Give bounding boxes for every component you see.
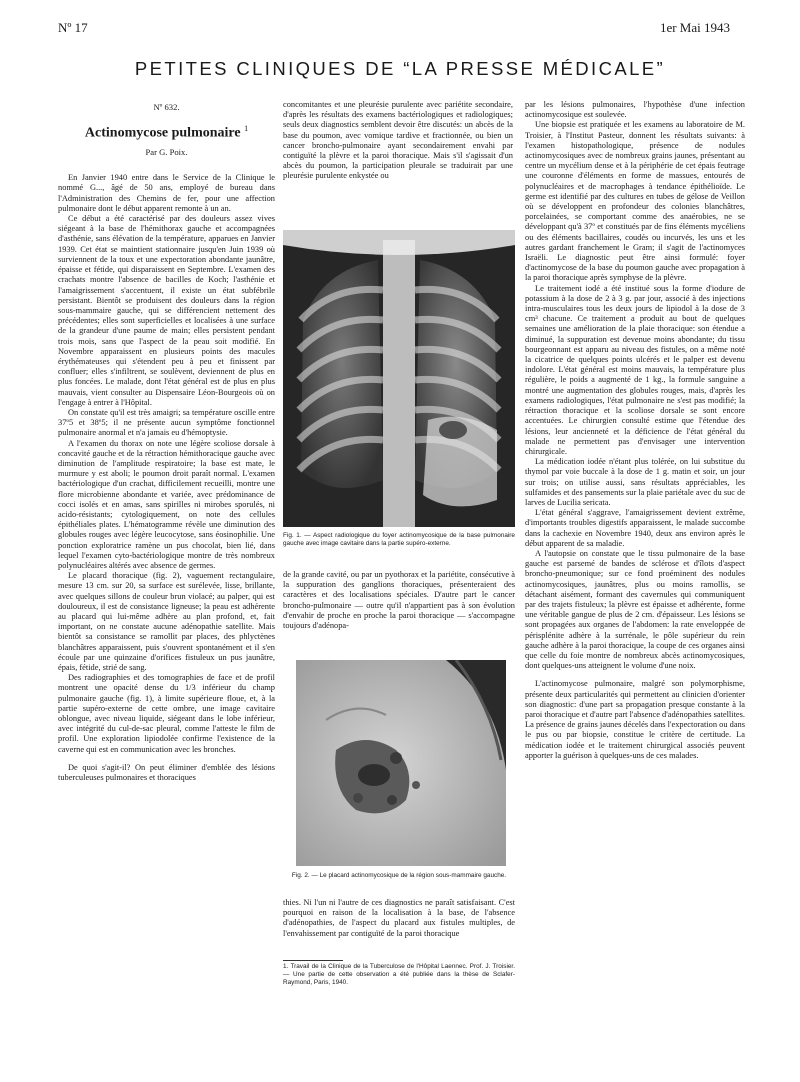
paragraph: A l'examen du thorax on note une légère scoliose dorsale à concavité gauche et de la rétraction hémithoracique gauche avec diminution de l'amplitude respiratoire; la base est mate, le murmure y est aboli; le poumon droit paraît normal. L'examen bactériologique d'un crachat, difficilement recueilli, montre une flore microbienne abondante et variée, avec prédominance de cocci isolés et en amas, sans spirilles ni mirobes sporulés, ni acido-résistants; cytologiquement, on note des cellules épithéliales plates. L'hématogramme révèle une diminution des globules rouges avec légère leucocytose, sans éosinophilie. Une ponction exploratrice ramène un pus chocolat, bien lié, dans lequel l'examen cyto-bactériologique montre de très nombreux polynucléaires altérés avec absence de germes. bbox=[58, 438, 275, 570]
radiograph-image bbox=[283, 230, 515, 527]
column-1 bbox=[58, 100, 275, 1058]
column-3 bbox=[525, 100, 745, 1060]
paragraph: L'actinomycose pulmonaire, malgré son polymorphisme, présente deux particularités qui permettent au clinicien d'orienter son diagnostic: d'une part sa propagation presque constante à la paroi thoracique et d'autre part l'absence d'adénopathies satellites. La présence de grains jaunes décelés dans l'expectoration ou dans le pus ou par biopsie, constitue le critère de certitude. La médication iodée et le traitement chirurgical associés peuvent apporter la guérison à quelques-uns de ces malades. bbox=[525, 679, 745, 760]
figure-2-photograph bbox=[296, 660, 506, 866]
case-number: Nº 632. bbox=[153, 102, 180, 112]
article-author: Par G. Poix. bbox=[145, 147, 188, 158]
column-2-middle bbox=[283, 570, 515, 660]
figure-1-radiograph bbox=[283, 230, 515, 527]
paragraph: concomitantes et une pleurésie purulente avec pariétite secondaire, d'après les résultats des examens bactériologiques et radiologiques; seuls deux diagnostics semblent devoir être discutés: un abcès de la base du poumon, avec vomique tardive et fractionnée, ou bien un cancer broncho-pulmonaire ayant secondairement envahi par contiguïté la plèvre et la paroi thoracique. Mais s'il s'agissait d'un abcès du poumon, la participation pleurale se traduirait par une pleurésie purulente enkystée ou bbox=[283, 100, 513, 181]
paragraph: A l'autopsie on constate que le tissu pulmonaire de la base gauche est parsemé de bandes de sclérose et d'îlots d'aspect broncho-pneumonique; sur ce fond proéminent des nodules actinomycosiques, jaunâtres, plus ou moins ramollis, se détachant aisément, formant des cavernules qui communiquent par des trajets fistuleux; la plèvre est épaisse et adhérente, forme une véritable gangue de plus de 2 cm. d'épaisseur. Les lésions se sont propagées aux organes de l'abdomen: la rate enveloppée de périsplénite adhère à la surrénale, le pôle supérieur du rein gauche adhère à la paroi thoracique, la coupe de ces organes ainsi que celle du foie montre de nombreux abcès actinomycosiques, dont quelques-uns atteignent le volume d'une noix. bbox=[525, 548, 745, 671]
paragraph: La médication iodée n'étant plus tolérée, on lui substitue du thymol par voie buccale à la dose de 1 g. matin et soir, un jour sur trois; on utilise aussi, sans résultats appréciables, les sulfamides et des pansements sur la plaie pariétale avec du suc de larves de Lucilia sericata. bbox=[525, 457, 745, 507]
footnote-divider bbox=[283, 960, 343, 961]
paragraph: thies. Ni l'un ni l'autre de ces diagnostics ne paraît satisfaisant. C'est pourquoi en raison de la localisation à la base, de l'absence d'adénopathies, de l'aspect du placard aux fistules multiples, de l'envahissement par contiguïté de la paroi thoracique bbox=[283, 898, 515, 938]
journal-title: PETITES CLINIQUES DE “LA PRESSE MÉDICALE” bbox=[134, 58, 666, 79]
figure-2-caption: Fig. 2. — Le placard actinomycosique de la région sous-mammaire gauche. bbox=[291, 872, 507, 879]
paragraph: L'état général s'aggrave, l'amaigrissement devient extrême, d'importants troubles digestifs apparaissent, le malade succombe dans la cachexie en Novembre 1940, deux ans environ après le début apparent de sa maladie. bbox=[525, 508, 745, 548]
issue-number: Nº 17 bbox=[58, 20, 88, 35]
paragraph: de la grande cavité, ou par un pyothorax et la pariétite, consécutive à la suppuration des ganglions thoraciques, présenteraient des caractères et des localisations spéciales. D'autre part le cancer broncho-pulmonaire — outre qu'il n'appartient pas à son évolution d'envahir de proche en proche la paroi thoracique — s'accompagne toujours d'adénopa- bbox=[283, 570, 515, 631]
footnote: 1. Travail de la Clinique de la Tuberculose de l'Hôpital Laennec. Prof. J. Troisier. — Une partie de cette observation a été publiée dans la thèse de Sclafer-Raymond, Paris, 1940. bbox=[283, 963, 515, 986]
paragraph: Des radiographies et des tomographies de face et de profil montrent une opacité dense du 1/3 inférieur du champ pulmonaire gauche (fig. 1), à limite supérieure floue, et, à la partie supéro-externe de cette ombre, une image cavitaire oblongue, avec niveau liquide, siégeant dans le lobe inférieur, avec intégrité du cul-de-sac pleural, comme l'atteste le film de profil. Une exploration lipiodolée confirme l'existence de la caverne qui est en communication avec les bronches. bbox=[58, 673, 275, 754]
issue-date: 1er Mai 1943 bbox=[659, 20, 730, 35]
column-2-bottom bbox=[283, 898, 515, 958]
paragraph: En Janvier 1940 entre dans le Service de la Clinique le nommé G..., âgé de 50 ans, employé de bureau dans l'Administration des Chemins de fer, pour une affection pulmonaire dont le début apparent remonte à un an. bbox=[58, 173, 275, 213]
article-title-text: Actinomycose pulmonaire bbox=[84, 125, 241, 141]
paragraph: De quoi s'agit-il? On peut éliminer d'emblée des lésions tuberculeuses pulmonaires et thoraciques bbox=[58, 762, 275, 783]
paragraph: On constate qu'il est très amaigri; sa température oscille entre 37º5 et 38º5; il ne présente aucun symptôme fonctionnel pulmonaire anormal et n'a jamais eu d'hémoptysie. bbox=[58, 407, 275, 438]
figure-1-caption: Fig. 1. — Aspect radiologique du foyer actinomycosique de la base pulmonaire gauche avec image cavitaire dans la partie supéro-externe. bbox=[283, 532, 515, 547]
title-footnote-mark: 1 bbox=[244, 124, 249, 134]
paragraph: Ce début a été caractérisé par des douleurs assez vives siégeant à la base de l'hémithorax gauche et accompagnées d'asthénie, sans élévation de la température, apparues en Janvier 1939. Cet état se maintient stationnaire jusqu'en Juin 1939 où surviennent de la toux et une expectoration abondante jaunâtre, épaisse et fétide, qui disparaissent en Septembre. L'examen des crachats montre l'absence de bacilles de Koch; l'asthénie et l'amaigrissement s'accentuent, il existe un état subfébrile persistant. Bientôt se produisent des douleurs dans la région sous-mammaire gauche, qui se différencient nettement des précédentes; elles sont superficielles et localisées à une surface de la grandeur d'une paume de main; elles persistent pendant trois mois, sans que l'aspect de la peau soit modifié. En Novembre apparaissent en plusieurs points des macules érythémateuses qui s'étendent peu à peu et finissent par confluer; elles s'infiltrent, se soulèvent, deviennent de plus en plus foncées. Le malade, dont l'état général est de plus en plus mauvais, vient consulter au Dispensaire Léon-Bourgeois où on l'engage à entrer à l'Hôpital. bbox=[58, 214, 275, 407]
paragraph: Une biopsie est pratiquée et les examens au laboratoire de M. Troisier, à l'Institut Pasteur, donnent les résultats suivants: à l'examen histopathologique, présence de nodules actinomycosiques avec de nombreux grains jaunes, présentant au centre un mycélium dense et à la périphérie de cet épais feutrage une couronne d'éléments en forme de massues, entourés de polynucléaires et de macrophages à tendance épithélioïde. Le germe est identifié par des cultures en tubes de gélose de Veillon où se développent en profondeur des colonies blanchâtres, porcelainées, se comportant comme des anaérobies, ne se développant qu'à 37º et constitués par de fins éléments mycéliens ou des éléments bacillaires, coudés ou incurvés, les uns et les autres gardant franchement le Gram; il s'agit de l'actinomyces Israëli. Le diagnostic peut être ainsi formulé: foyer d'actinomycose de la base du poumon gauche avec propagation à la paroi thoracique après symphyse de la plèvre. bbox=[525, 120, 745, 283]
column-2-top bbox=[283, 100, 513, 228]
paragraph: Le placard thoracique (fig. 2), vaguement rectangulaire, mesure 13 cm. sur 20, sa surface est surélevée, lisse, brillante, avec quelques sillons de couleur brun violacé; au palper, qui est douloureux, il est de consistance ligneuse; la peau est adhérente au placard qui lui-même adhère au plan profond, et, fait important, on ne constate aucune adénopathie satellite. Mais bientôt sa consistance se ramollit par places, des phlyctènes blanchâtres apparaissent, puis s'ouvrent spontanément et il s'en écoule par une quinzaine d'orifices fistuleux un pus jaunâtre, épais, fétide, strié de sang. bbox=[58, 571, 275, 673]
placard-photo-image bbox=[296, 660, 506, 866]
paragraph: par les lésions pulmonaires, l'hypothèse d'une infection actinomycosique est soulevée. bbox=[525, 100, 745, 120]
article-title bbox=[58, 124, 275, 139]
paragraph: Le traitement iodé a été institué sous la forme d'iodure de potassium à la dose de 2 à 3 g. par jour, associé à des injections intra-musculaires tous les deux jours de lipiodol à la dose de 3 cm³ chacune. Ce traitement a produit au bout de quelques semaines une amélioration de la plaie thoracique: son étendue a diminué, la suppuration est devenue moins abondante; du tissu bourgeonnant est apparu au niveau des fistules, on a même noté la cicatrice de quelques points ulcérés et le palper est devenu indolore. L'état général est moins mauvais, la température plus régulière, le poids a augmenté de 1 kg., la formule sanguine a montré une augmentation des globules rouges, mais, d'après les examens radiologiques, l'état pulmonaire ne s'est pas modifié; la rétraction thoracique et la scoliose dorsale se sont encore accentuées. Le chirurgien consulté estime que l'étendue des lésions, leur ancienneté et la déficience de l'état général du malade ne permettent pas d'envisager une intervention chirurgicale. bbox=[525, 283, 745, 456]
